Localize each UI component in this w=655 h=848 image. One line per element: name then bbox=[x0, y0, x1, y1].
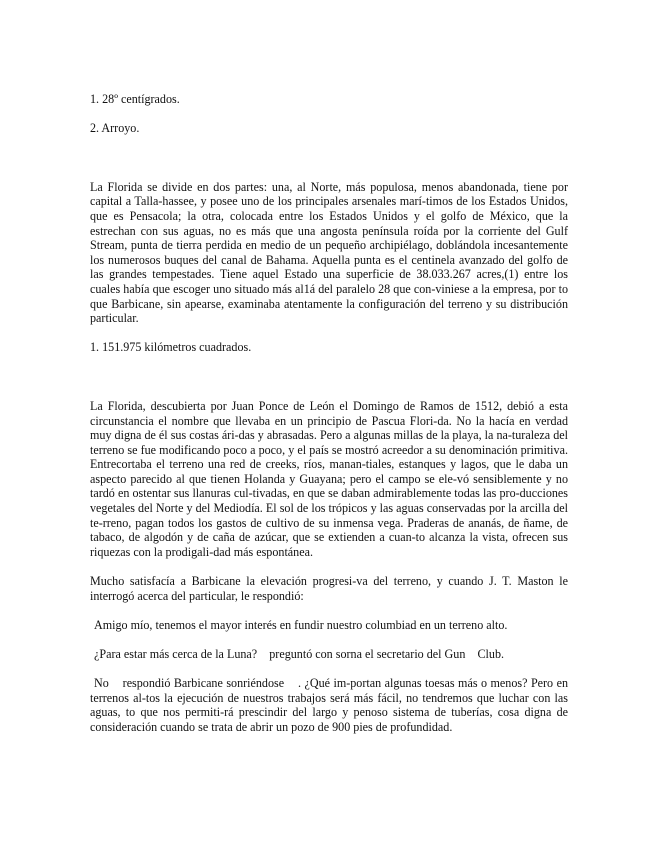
footnote-area: 1. 151.975 kilómetros cuadrados. bbox=[90, 340, 252, 355]
dialogue-line-respuesta: No respondió Barbicane sonriéndose . ¿Qué im-portan algunas toesas más o menos? Pero en terrenos al-tos la ejecución de nuestros trabajos será más fácil, no tendremos que luchar con las aguas, to que nos permiti-rá prescindir del largo y penoso sistema de tuberías, cosa digna de consideración cuando se trata de abrir un pozo de 900 pies de profundidad. bbox=[90, 676, 572, 734]
paragraph-florida-discovery: La Florida, descubierta por Juan Ponce de León el Domingo de Ramos de 1512, debió a esta circunstancia el nombre que llevaba en un principio de Pascua Flori-da. No la hacía en verdad muy digna de él sus costas ári-das y abrasadas. Pero a algunas millas de la playa, la na-turaleza del terreno se fue modificando poco a poco, y el país se mostró acreedor a su denominación primitiva. Entrecortaba el terreno una red de creeks, ríos, manan-tiales, estanques y lagos, que le daba un aspecto parecido al que tienen Holanda y Guayana; pero el campo se ele-vó sensiblemente y no tardó en ostentar sus llanuras cul-tivadas, en que se daban admirablemente todas las pro-ducciones vegetales del Norte y del Mediodía. El sol de los trópicos y las aguas conservadas por la arcilla del te-rreno, pagan todos los gastos de cultivo de su inmensa vega. Praderas de ananás, de ñame, de tabaco, de algodón y de caña de azúcar, que se extienden a cuan-to alcanza la vista, ofrecen sus riquezas con la prodigali-dad más espontánea. bbox=[90, 398, 568, 559]
paragraph-florida-division: La Florida se divide en dos partes: una, al Norte, más populosa, menos abandonada, tiene por capital a Talla-hassee, y posee uno de los principales arsenales marí-timos de los Estados Unidos, que es Pensacola; la otra, colocada entre los Estados Unidos y el golfo de México, que la estrechan con sus aguas, no es más que una angosta península roída por la corriente del Gulf Stream, punta de tierra perdida en medio de un pequeño archipiélago, doblándola incesantemente los numerosos buques del canal de Bahama. Aquella punta es el centinela avanzado del golfo de las grandes tempestades. Tiene aquel Estado una superficie de 38.033.267 acres,(1) entre los cuales había que escoger uno situado más al1á del paralelo 28 que con-viniese a la empresa, por to que Barbicane, sin apearse, examinaba atentamente la configuración del terreno y su distribución particular. bbox=[90, 179, 568, 326]
paragraph-maston-question: Mucho satisfacía a Barbicane la elevación progresi-va del terreno, y cuando J. T. Maston le interrogó acerca del particular, le respondió: bbox=[90, 574, 568, 603]
document-page bbox=[90, 92, 572, 735]
footnote-arroyo: 2. Arroyo. bbox=[90, 121, 140, 136]
footnote-temperature: 1. 28º centígrados. bbox=[90, 92, 180, 106]
dialogue-line-luna: ¿Para estar más cerca de la Luna? preguntó con sorna el secretario del Gun Club. bbox=[94, 647, 505, 661]
dialogue-line-amigo: Amigo mío, tenemos el mayor interés en fundir nuestro columbiad en un terreno alto. bbox=[94, 617, 508, 632]
